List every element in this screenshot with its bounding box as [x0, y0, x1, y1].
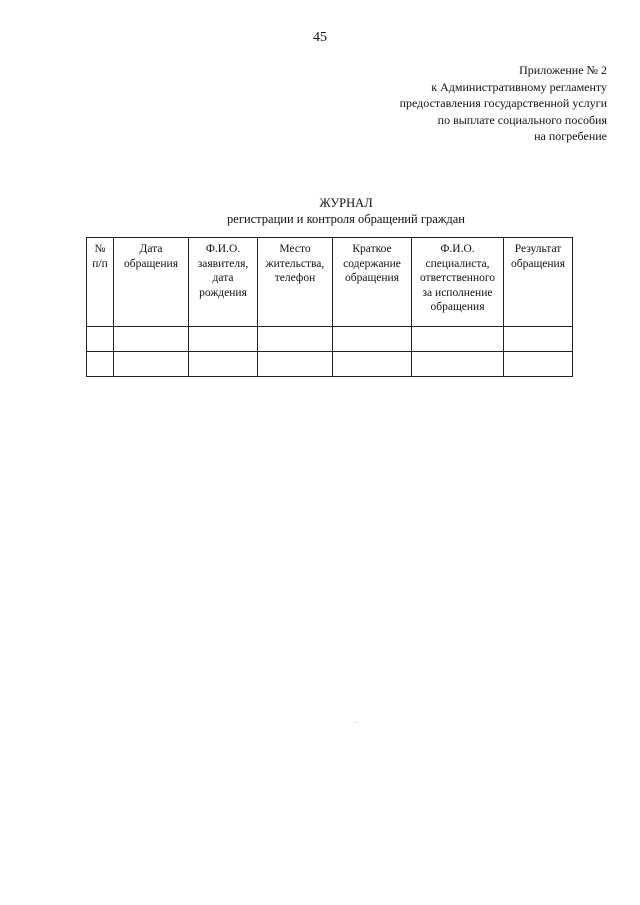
table-cell — [333, 352, 412, 377]
header-line: телефон — [274, 272, 316, 284]
header-line: Ф.И.О. — [205, 243, 241, 255]
column-header-number — [87, 238, 114, 327]
journal-heading — [0, 195, 640, 227]
table-row — [87, 327, 573, 352]
header-line: за исполнение — [422, 286, 493, 299]
header-line: рождения — [199, 286, 247, 299]
table-cell — [412, 352, 504, 377]
table-cell — [87, 327, 114, 352]
header-line: обращения — [123, 257, 178, 270]
page-number: 45 — [313, 30, 327, 45]
column-header-date — [114, 238, 189, 327]
table-cell — [114, 327, 189, 352]
table-cell — [412, 327, 504, 352]
header-line: № — [94, 243, 106, 255]
header-line: Дата — [139, 243, 163, 255]
annex-header — [400, 62, 607, 145]
header-line: Краткое — [352, 243, 392, 255]
column-header-specialist — [412, 238, 504, 327]
header-line: ответственного — [419, 272, 496, 284]
table-cell — [114, 352, 189, 377]
header-line: дата — [212, 272, 234, 284]
header-line: Результат — [514, 243, 562, 255]
header-line: специалиста, — [425, 257, 490, 270]
header-line: обращения — [430, 301, 485, 313]
scan-speck — [356, 722, 357, 723]
table-header-row — [87, 238, 573, 327]
annex-line: к Административному регламенту — [431, 79, 607, 94]
column-header-applicant — [189, 238, 258, 327]
table-cell — [258, 327, 333, 352]
column-header-address — [258, 238, 333, 327]
header-line: заявителя, — [197, 257, 249, 270]
header-line: содержание — [343, 257, 401, 270]
table-cell — [504, 352, 573, 377]
journal-title: ЖУРНАЛ — [319, 196, 373, 210]
header-line: обращения — [344, 272, 399, 284]
header-line: Ф.И.О. — [440, 243, 475, 255]
annex-line: по выплате социального пособия — [437, 112, 607, 127]
annex-line: на погребение — [534, 129, 607, 143]
header-line: обращения — [510, 257, 565, 270]
column-header-summary — [333, 238, 412, 327]
table-cell — [504, 327, 573, 352]
table-row — [87, 352, 573, 377]
table-cell — [189, 327, 258, 352]
journal-table — [86, 237, 573, 377]
header-line: п/п — [92, 257, 108, 270]
table-cell — [87, 352, 114, 377]
column-header-result — [504, 238, 573, 327]
table-cell — [258, 352, 333, 377]
header-line: Место — [279, 243, 311, 255]
table-cell — [189, 352, 258, 377]
journal-subtitle: регистрации и контроля обращений граждан — [227, 212, 465, 226]
annex-line: Приложение № 2 — [519, 63, 607, 77]
table-cell — [333, 327, 412, 352]
header-line: жительства, — [265, 257, 325, 270]
annex-line: предоставления государственной услуги — [399, 96, 607, 110]
